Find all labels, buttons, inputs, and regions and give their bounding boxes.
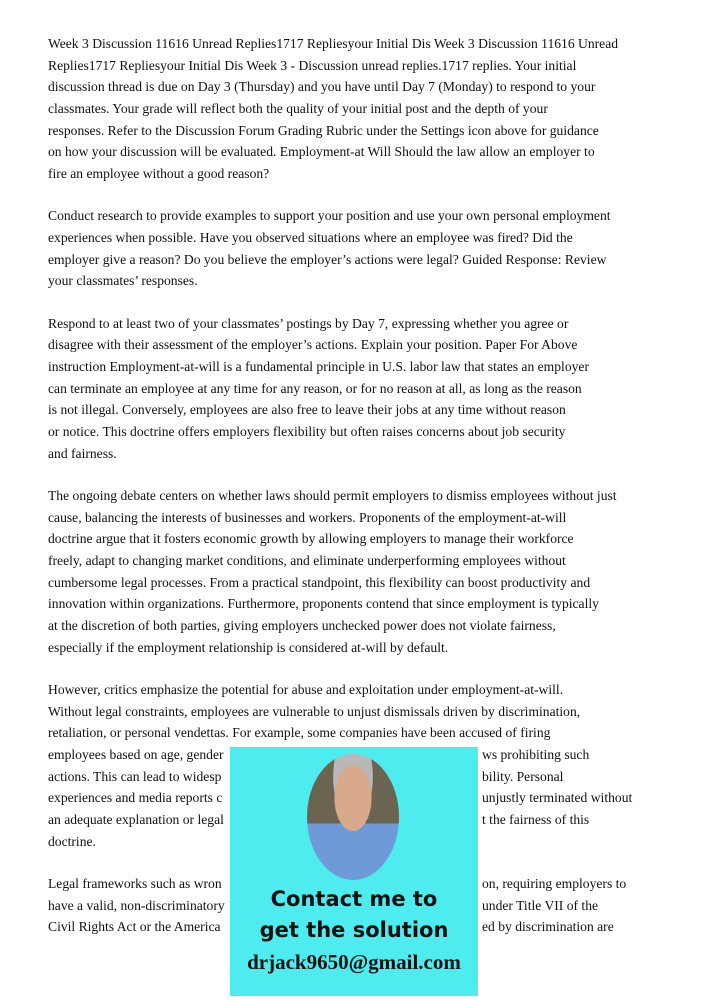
contact-email: drjack9650@gmail.com — [247, 950, 461, 974]
text-line: Week 3 Discussion 11616 Unread Replies1717 Repliesyour Initial Dis Week 3 Discussion 11616 Unread — [48, 36, 619, 51]
text-line: employer give a reason? Do you believe the employer’s actions were legal? Guided Response: Review — [48, 251, 607, 267]
text-line: Conduct research to provide examples to support your position and use your own personal employment — [48, 208, 611, 224]
text-line-left: actions. This can lead to widesp — [48, 768, 222, 784]
text-line: freely, adapt to changing market conditions, and eliminate underperforming employees without — [48, 552, 566, 568]
text-line: The ongoing debate centers on whether laws should permit employers to dismiss employees without just — [48, 487, 617, 503]
text-line-right: under Title VII of the — [482, 897, 599, 913]
text-line: on how your discussion will be evaluated. Employment-at Will Should the law allow an employer to — [48, 144, 595, 160]
text-line-right: on, requiring employers to — [482, 875, 627, 891]
paragraph — [48, 33, 668, 185]
text-line: discussion thread is due on Day 3 (Thursday) and you have until Day 7 (Monday) to respond to your — [48, 79, 596, 95]
text-line: Without legal constraints, employees are vulnerable to unjust dismissals driven by discrimination, — [48, 703, 581, 719]
contact-advertisement — [230, 747, 478, 996]
text-line-right: ws prohibiting such — [482, 746, 590, 762]
text-line-right: unjustly terminated without — [482, 790, 633, 806]
text-line-left: Civil Rights Act or the America — [48, 919, 221, 935]
text-line: instruction Employment-at-will is a fundamental principle in U.S. labor law that states an employer — [48, 358, 589, 374]
ad-headline-line2: get the solution — [259, 918, 449, 942]
text-line-left: employees based on age, gender — [48, 746, 224, 762]
text-line-right: ed by discrimination are — [482, 919, 614, 935]
text-line-right: bility. Personal — [482, 768, 564, 784]
text-line: disagree with their assessment of the employer’s actions. Explain your position. Paper For Above — [48, 337, 578, 353]
text-line-left: an adequate explanation or legal — [48, 812, 224, 827]
text-line: doctrine. — [48, 833, 96, 849]
text-line-left: Legal frameworks such as wron — [48, 875, 222, 891]
text-line: is not illegal. Conversely, employees are also free to leave their jobs at any time without reason — [48, 402, 566, 418]
text-line: especially if the employment relationship is considered at-will by default. — [48, 639, 449, 655]
text-line: Replies1717 Repliesyour Initial Dis Week 3 - Discussion unread replies.1717 replies. Your initial — [48, 57, 577, 73]
text-line: responses. Refer to the Discussion Forum Grading Rubric under the Settings icon above for guidance — [48, 122, 599, 138]
paragraph — [48, 485, 668, 659]
ad-headline-line1: Contact me to — [270, 887, 438, 911]
text-line: or notice. This doctrine offers employers flexibility but often raises concerns about job security — [48, 424, 566, 439]
text-line: can terminate an employee at any time for any reason, or for no reason at all, as long as the reason — [48, 380, 582, 396]
text-line: retaliation, or personal vendettas. For example, some companies have been accused of firing — [48, 725, 551, 741]
paragraph — [48, 205, 668, 292]
text-line-left: have a valid, non-discriminatory — [48, 897, 225, 913]
text-line: and fairness. — [48, 445, 117, 461]
text-line: classmates. Your grade will reflect both the quality of your initial post and the depth of your — [48, 101, 548, 117]
text-line: cumbersome legal processes. From a practical standpoint, this flexibility can boost productivity and — [48, 574, 591, 590]
text-line: doctrine argue that it fosters economic growth by allowing employers to manage their workforce — [48, 531, 574, 547]
text-line-left: experiences and media reports c — [48, 790, 223, 806]
author-photo — [307, 754, 399, 880]
text-line: However, critics emphasize the potential for abuse and exploitation under employment-at-will. — [48, 681, 564, 697]
text-line: innovation within organizations. Furthermore, proponents contend that since employment is typically — [48, 596, 599, 612]
text-line: your classmates’ responses. — [48, 273, 198, 289]
text-line-right: t the fairness of this — [482, 812, 590, 827]
text-line: cause, balancing the interests of businesses and workers. Proponents of the employment-at-will — [48, 509, 567, 525]
text-line: fire an employee without a good reason? — [48, 166, 270, 182]
text-line: experiences when possible. Have you observed situations where an employee was fired? Did the — [48, 230, 573, 245]
text-line: Respond to at least two of your classmates’ postings by Day 7, expressing whether you agree or — [48, 315, 569, 331]
paragraph — [48, 313, 668, 465]
text-line: at the discretion of both parties, giving employers unchecked power does not violate fairness, — [48, 618, 556, 633]
